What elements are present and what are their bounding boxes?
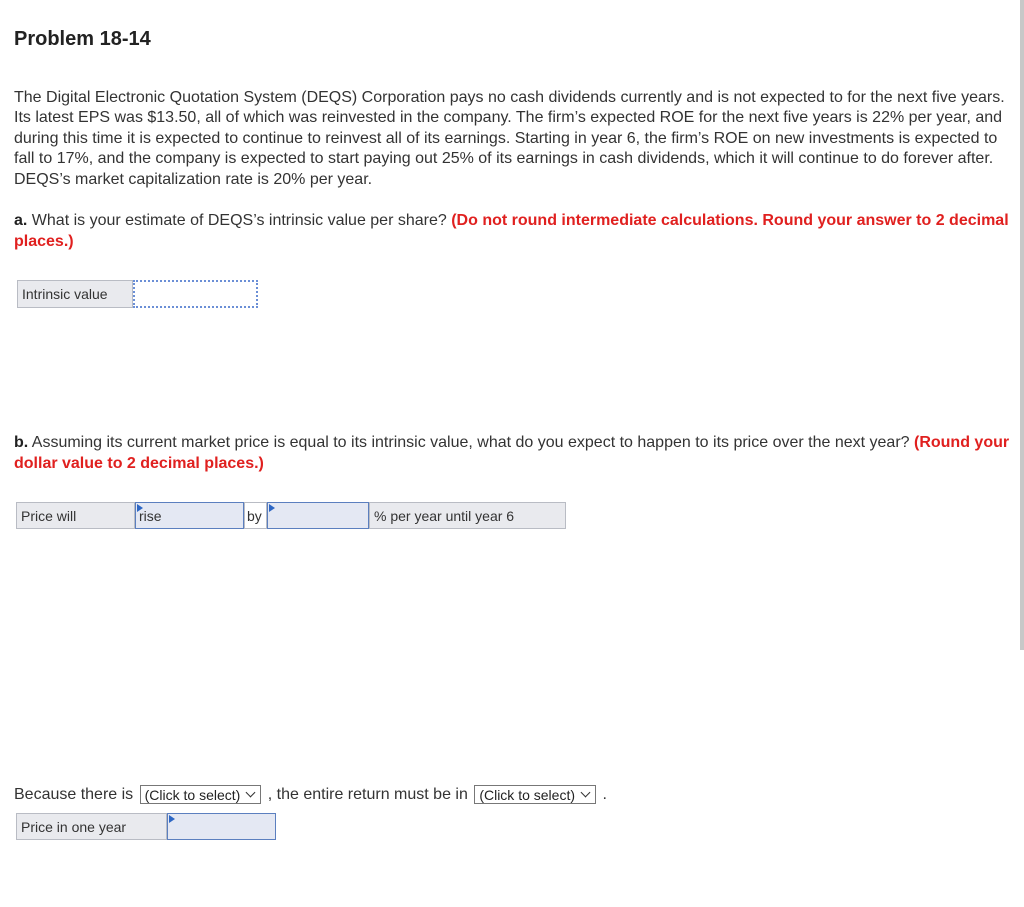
part-a-label: a. (14, 212, 28, 229)
return-form-select[interactable] (474, 785, 596, 804)
scrollbar[interactable] (1020, 0, 1024, 650)
part-a-instruction: (Do not round intermediate calculations. Round your answer to 2 decimal places.) (14, 212, 1009, 250)
part-b-question (14, 432, 1014, 474)
problem-title: Problem 18-14 (14, 28, 151, 50)
price-in-one-year-label: Price in one year (16, 813, 167, 840)
price-will-row (16, 502, 566, 529)
intrinsic-value-label: Intrinsic value (17, 280, 133, 308)
price-will-label: Price will (16, 502, 135, 529)
sentence-mid: , the entire return must be in (263, 785, 473, 803)
reason-select[interactable] (140, 785, 262, 804)
price-in-one-year-row (16, 813, 276, 840)
by-label: by (244, 502, 267, 529)
flag-icon (137, 504, 143, 512)
intrinsic-value-row (17, 280, 258, 308)
part-b-question-text: Assuming its current market price is equal to its intrinsic value, what do you expect to happen to its price over the next year? (28, 434, 914, 451)
sentence-end: . (598, 785, 607, 803)
sentence-start: Because there is (14, 785, 138, 803)
chevron-down-icon (246, 788, 256, 798)
direction-value: rise (139, 507, 162, 524)
direction-dropdown[interactable] (135, 502, 244, 529)
chevron-down-icon (581, 788, 591, 798)
per-year-label: % per year until year 6 (369, 502, 566, 529)
flag-icon (169, 815, 175, 823)
part-b-instruction: (Round your dollar value to 2 decimal places.) (14, 434, 1010, 472)
return-form-select-value: (Click to select) (479, 786, 575, 803)
intrinsic-value-input[interactable] (133, 280, 258, 308)
percent-input[interactable] (267, 502, 369, 529)
price-in-one-year-input[interactable] (167, 813, 276, 840)
part-a-question-text: What is your estimate of DEQS’s intrinsic value per share? (27, 212, 452, 229)
flag-icon (269, 504, 275, 512)
part-b-label: b. (14, 434, 29, 451)
problem-text: The Digital Electronic Quotation System (DEQS) Corporation pays no cash dividends currently and is not expected to for the next five years. Its latest EPS was $13.50, all of which was reinvested in the company. The firm’s expected ROE for the next five years is 22% per year, and during this time it is expected to continue to reinvest all of its earnings. Starting in year 6, the firm’s ROE on new investments is expected to fall to 17%, and the company is expected to start paying out 25% of its earnings in cash dividends, which it will continue to do forever after. DEQS’s market capitalization rate is 20% per year. (14, 89, 1005, 188)
because-sentence (14, 785, 607, 804)
reason-select-value: (Click to select) (144, 786, 241, 803)
part-a-question (14, 210, 1014, 252)
